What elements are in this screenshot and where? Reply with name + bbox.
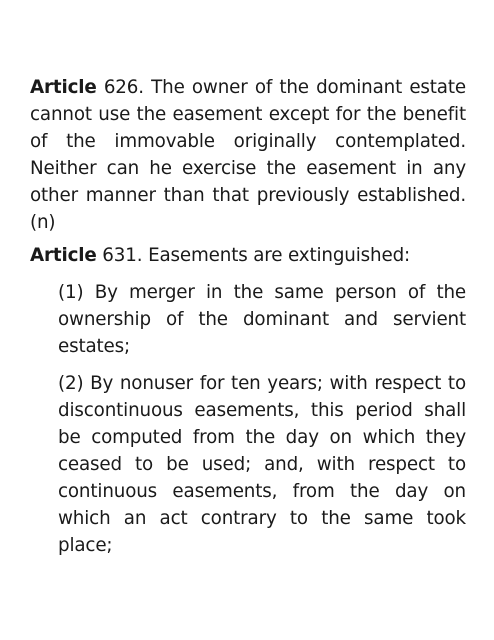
article-631 [30,242,466,269]
article-631-label: Article [30,245,97,266]
article-626-text: The owner of the dominant estate cannot use the easement except for the benefit of the immovable originally contemplated. Neither can he exercise the easement in any other manner than that previously established. (n) [30,77,466,233]
article-626-number: 626. [103,77,144,98]
document-page [30,74,466,559]
article-631-item-2: (2) By nonuser for ten years; with respect to discontinuous easements, this period shall be computed from the day on which they ceased to be used; and, with respect to continuous easements, from the day on which an act contrary to the same took place; [58,373,466,556]
article-631-text: Easements are extinguished: [148,245,411,266]
article-631-number: 631. [102,245,143,266]
article-626 [30,74,466,236]
article-626-label: Article [30,77,97,98]
article-631-item-1: (1) By merger in the same person of the ownership of the dominant and servient estates; [58,282,466,357]
